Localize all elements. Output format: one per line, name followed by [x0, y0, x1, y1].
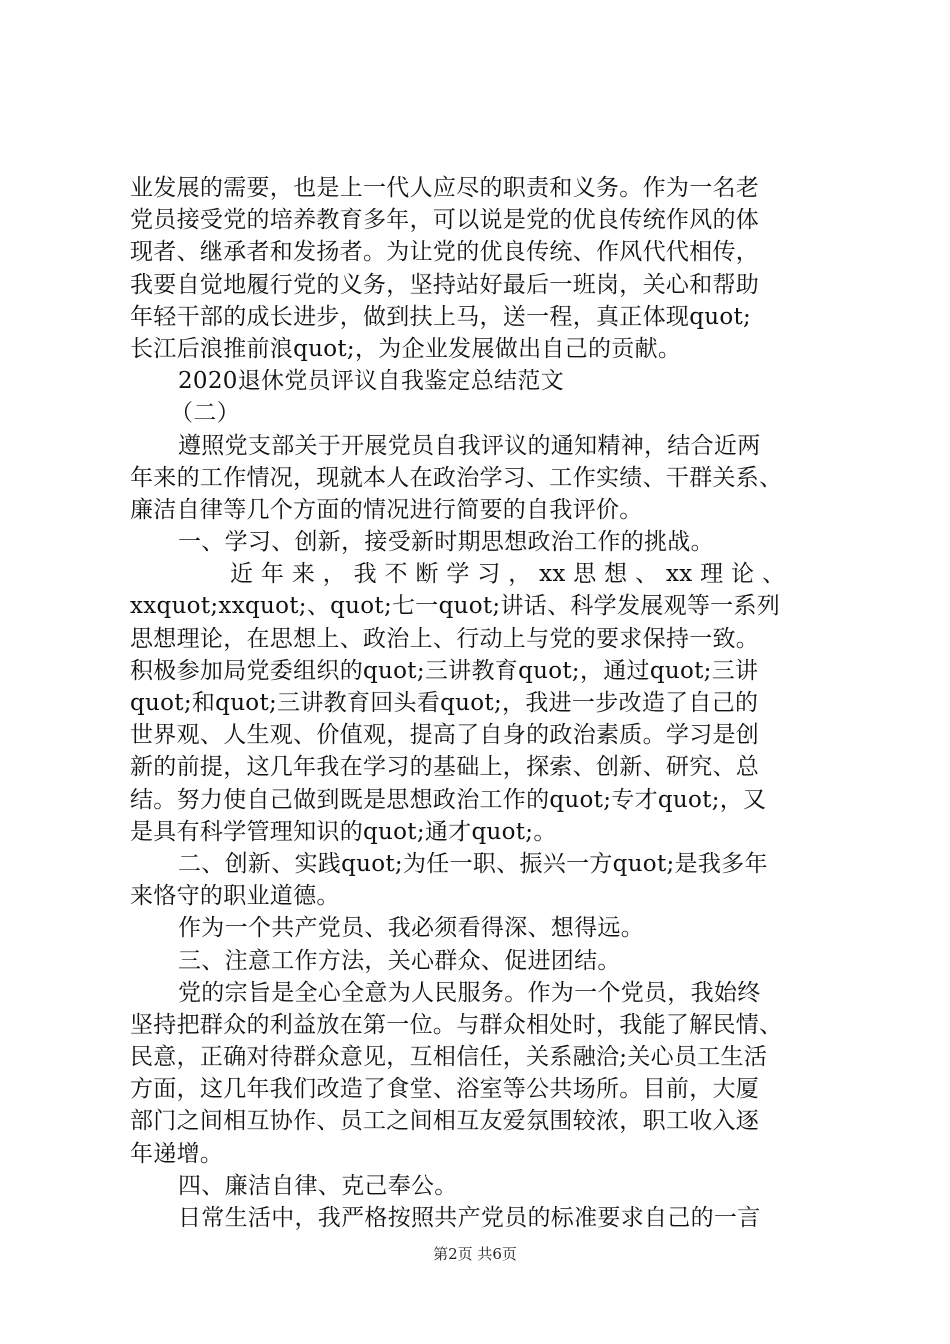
text-line: 坚持把群众的利益放在第一位。与群众相处时，我能了解民情、: [130, 1011, 783, 1038]
text-line: 结。努力使自己做到既是思想政治工作的quot;专才quot;，又: [130, 786, 767, 813]
text-line: 部门之间相互协作、员工之间相互友爱氛围较浓，职工收入逐: [130, 1108, 760, 1135]
heading-line: 一、学习、创新，接受新时期思想政治工作的挑战。: [178, 529, 714, 556]
text-line: 近 年 来 ， 我 不 断 学 习 ， xx 思 想 、 xx 理 论 、: [230, 561, 786, 588]
text-line: 党员接受党的培养教育多年，可以说是党的优良传统作风的体: [130, 207, 760, 234]
heading-line: 三、注意工作方法，关心群众、促进团结。: [178, 947, 621, 974]
text-line: 业发展的需要，也是上一代人应尽的职责和义务。作为一名老: [130, 175, 760, 201]
text-line: 方面，这几年我们改造了食堂、浴室等公共场所。目前，大厦: [130, 1076, 760, 1103]
text-line: 作为一个共产党员、我必须看得深、想得远。: [178, 915, 644, 942]
text-line: 现者、继承者和发扬者。为让党的优良传统、作风代代相传，: [130, 239, 760, 266]
text-line: 党的宗旨是全心全意为人民服务。作为一个党员，我始终: [178, 979, 761, 1006]
text-line: 日常生活中，我严格按照共产党员的标准要求自己的一言: [178, 1205, 761, 1231]
heading-line: 四、廉洁自律、克己奉公。: [178, 1172, 458, 1199]
text-line: xxquot;xxquot;、quot;七一quot;讲话、科学发展观等一系列: [130, 593, 781, 620]
section-title: 2020退休党员评议自我鉴定总结范文: [178, 368, 564, 395]
text-line: 我要自觉地履行党的义务，坚持站好最后一班岗，关心和帮助: [130, 271, 760, 298]
text-line: quot;和quot;三讲教育回头看quot;，我进一步改造了自己的: [130, 690, 759, 716]
heading-line: 二、创新、实践quot;为任一职、振兴一方quot;是我多年: [178, 850, 768, 877]
section-subtitle: （二）: [170, 400, 240, 427]
text-line: 廉洁自律等几个方面的情况进行简要的自我评价。: [130, 496, 643, 523]
text-line: 年来的工作情况，现就本人在政治学习、工作实绩、干群关系、: [130, 464, 783, 491]
text-line: 世界观、人生观、价值观，提高了自身的政治素质。学习是创: [130, 722, 760, 749]
text-line: 积极参加局党委组织的quot;三讲教育quot;，通过quot;三讲: [130, 657, 759, 684]
document-body: [130, 172, 830, 1234]
text-line: 新的前提，这几年我在学习的基础上，探索、创新、研究、总: [130, 754, 760, 781]
text-line: 长江后浪推前浪quot;，为企业发展做出自己的贡献。: [130, 335, 682, 362]
text-line: 民意，正确对待群众意见，互相信任，关系融洽;关心员工生活: [130, 1044, 768, 1071]
text-line: 思想理论，在思想上、政治上、行动上与党的要求保持一致。: [130, 625, 760, 652]
text-line: 遵照党支部关于开展党员自我评议的通知精神，结合近两: [178, 432, 761, 459]
text-line: 是具有科学管理知识的quot;通才quot;。: [130, 818, 557, 845]
text-line: 年递增。: [130, 1140, 224, 1167]
text-line: 年轻干部的成长进步，做到扶上马，送一程，真正体现quot;: [130, 303, 752, 330]
text-line: 来恪守的职业道德。: [130, 883, 340, 910]
page-number-footer: 第2页 共6页: [433, 1245, 517, 1263]
